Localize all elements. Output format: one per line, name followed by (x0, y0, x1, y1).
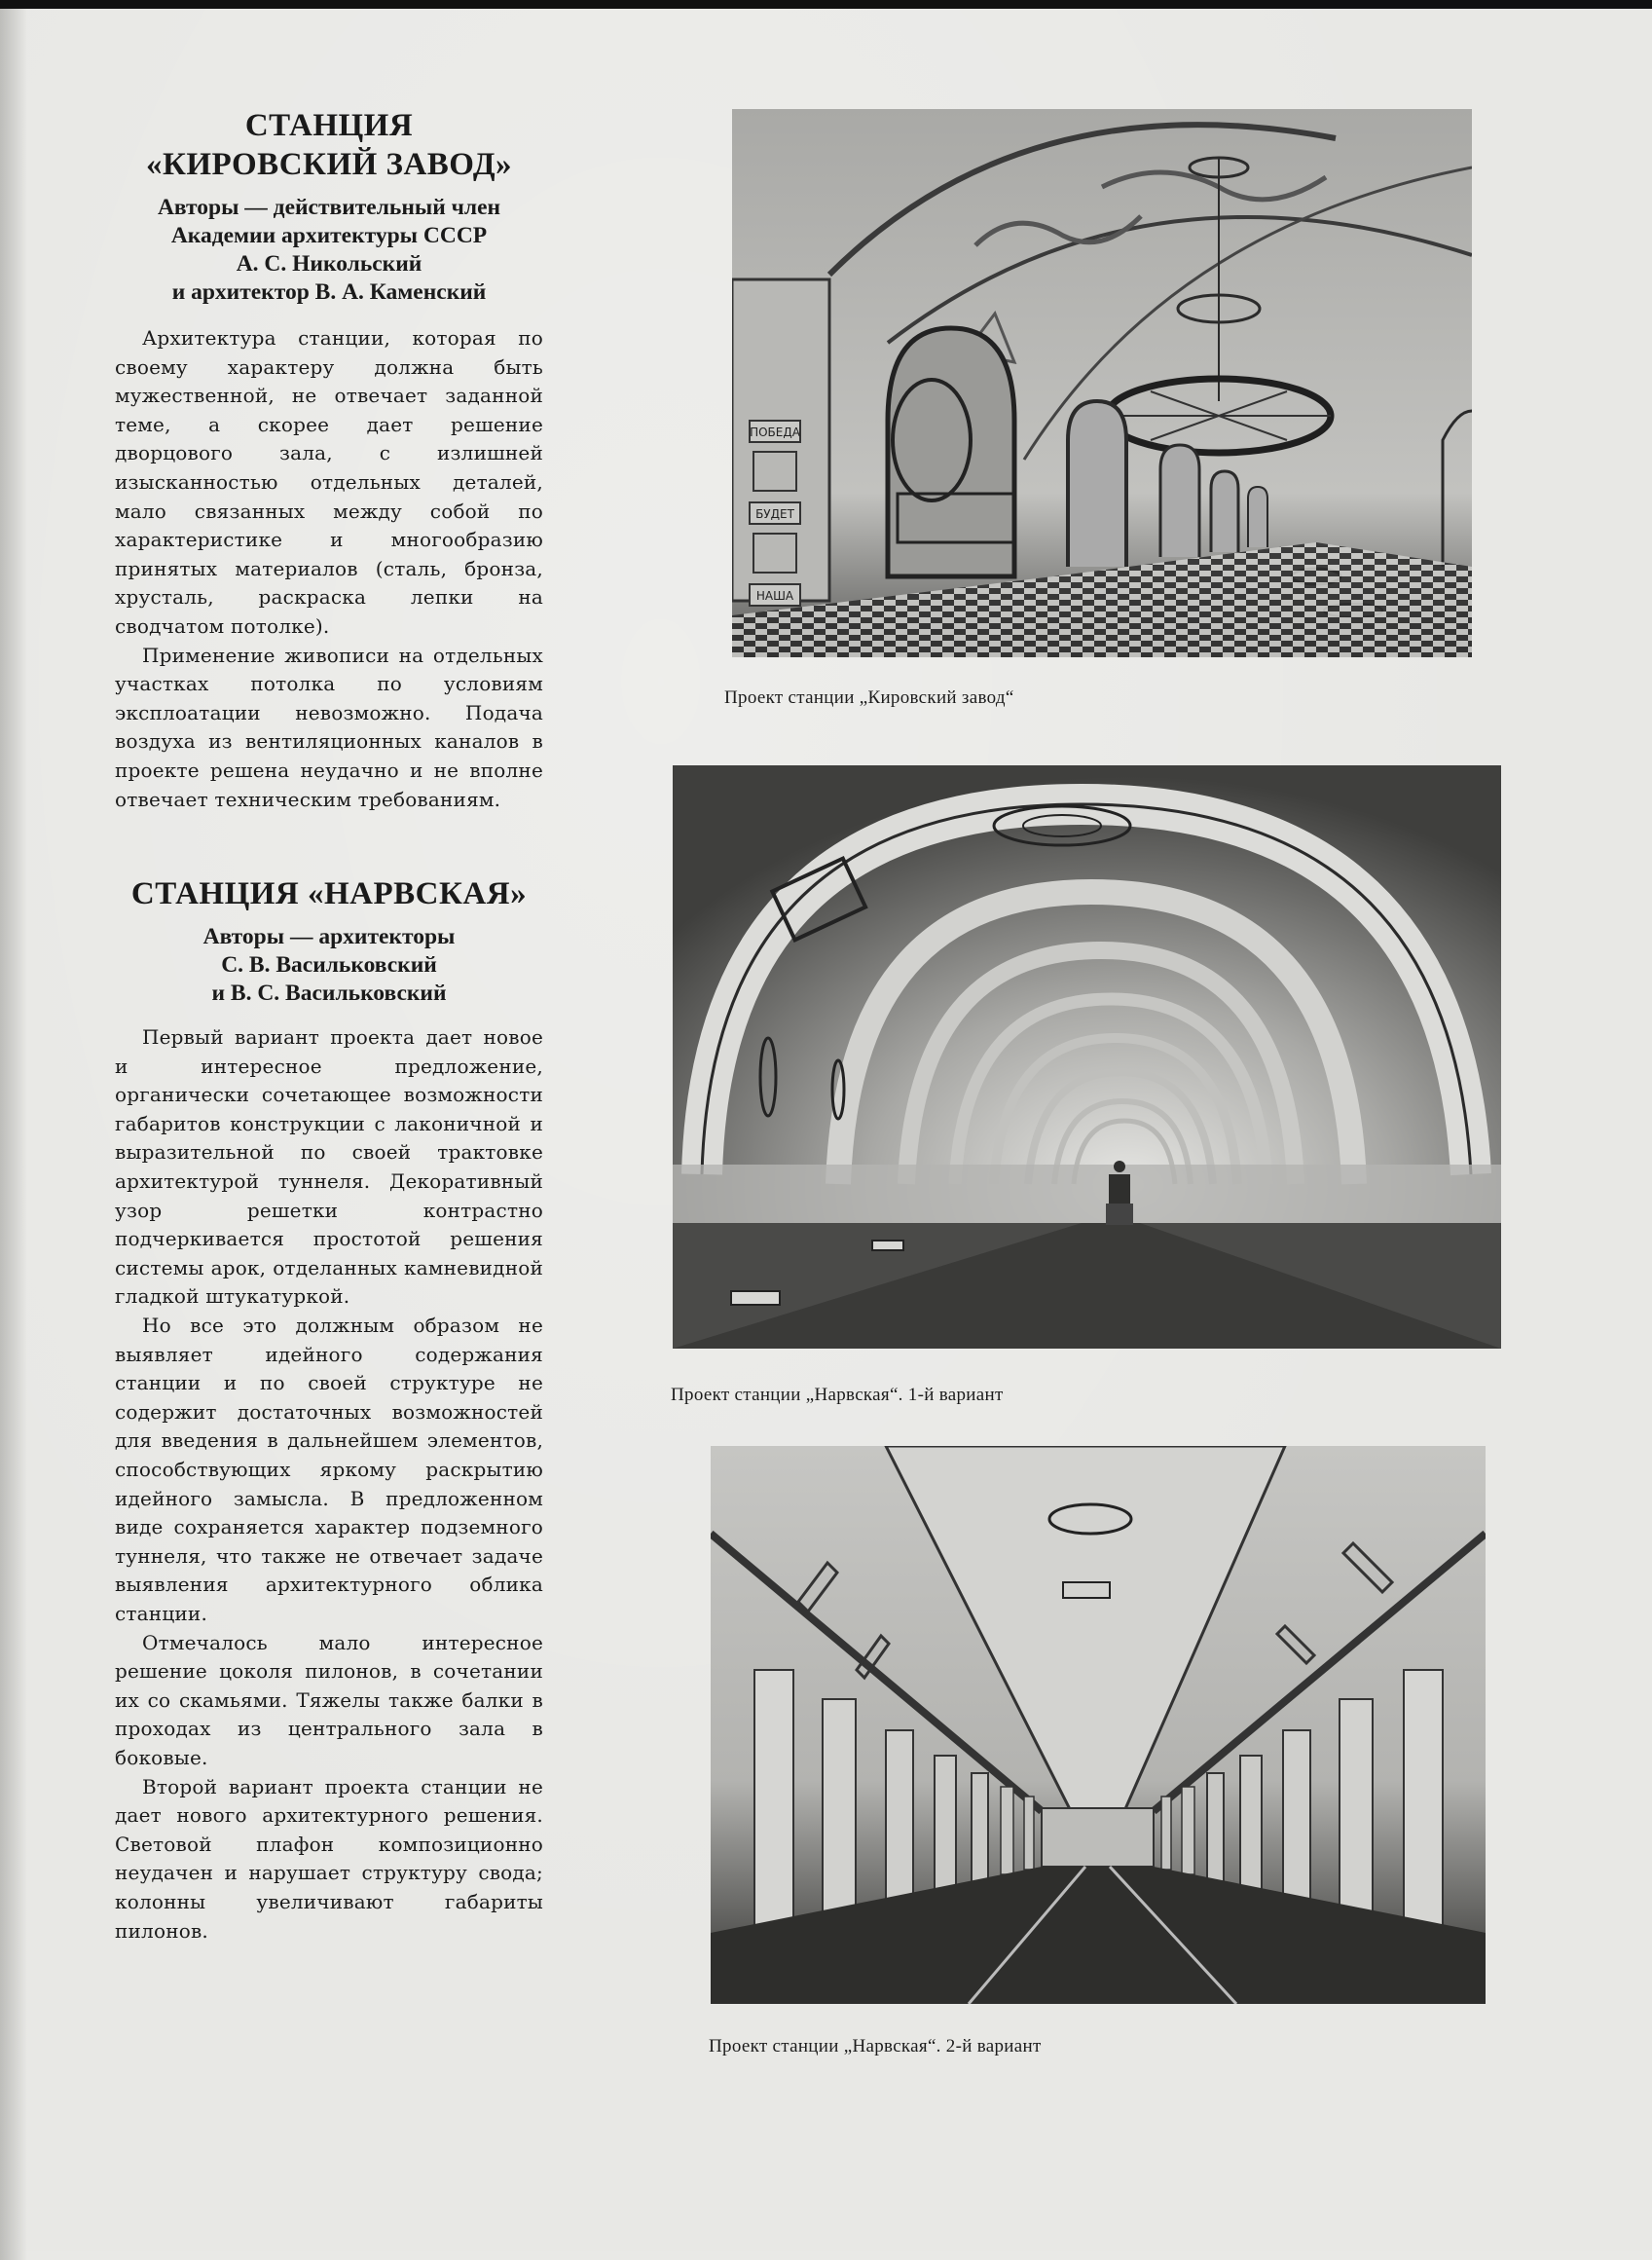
paragraph: Применение живописи на отдельных участках потолка по условиям эксплоатации невозможно. Подача воздуха из вентиляционных каналов в проекте решена неудачно и не вполне отвечает техническим требованиям. (115, 643, 543, 811)
authors-line: Академии архитектуры СССР (170, 223, 488, 248)
scan-edge-top (0, 0, 1652, 9)
title-line: СТАНЦИЯ «НАРВСКАЯ» (130, 876, 528, 912)
title-line: СТАНЦИЯ (244, 108, 414, 143)
paragraph: Архитектура станции, которая по своему характеру должна быть мужественной, не отвечает заданной теме, а скорее дает решение дворцового зала, с излишней изысканностью отдельных деталей, мало связанных между собой по характеристике и многообразию принятых материалов (сталь, бронза, хрусталь, раскраска лепки на сводчатом потолке). (115, 326, 543, 638)
vaulted-hall-drawing (732, 109, 1472, 657)
authors-line: А. С. Никольский (236, 251, 422, 277)
section-kirovsky-zavod (115, 106, 543, 814)
authors-block (115, 194, 543, 307)
paragraph: Второй вариант проекта станции не дает нового архитектурного решения. Световой плафон композиционно неудачен и нарушает структуру свода; колонны увеличивают габариты пилонов. (115, 1774, 543, 1943)
figure-caption: Проект станции „Кировский завод“ (724, 687, 1014, 708)
authors-line: Авторы — архитекторы (202, 924, 456, 950)
authors-line: Авторы — действительный член (157, 195, 501, 220)
illustration-kirovsky-zavod (732, 109, 1472, 657)
section-title (115, 106, 543, 184)
colonnade-hall-drawing (711, 1446, 1486, 2004)
section-title (115, 874, 543, 913)
paragraph: Но все это должным образом не выявляет идейного содержания станции и по своей структуре не содержит достаточных возможностей для введения в дальнейшем элементов, способствующих яркому раскрытию идейного замысла. В предложенном виде сохраняется характер подземного туннеля, что также не отвечает задаче выявления архитектурного облика станции. (115, 1314, 543, 1625)
section-narvskaya (115, 874, 543, 1945)
authors-line: и В. С. Васильковский (211, 981, 447, 1007)
section-body (115, 324, 543, 814)
authors-line: и архитектор В. А. Каменский (171, 279, 487, 305)
section-body (115, 1023, 543, 1945)
figure-caption: Проект станции „Нарвская“. 1-й вариант (671, 1385, 1004, 1405)
text-column (115, 106, 543, 1945)
wall-inscription: БУДЕТ (755, 507, 794, 521)
authors-line: С. В. Васильковский (221, 952, 437, 979)
wall-inscription: НАША (755, 589, 794, 603)
journal-page (0, 9, 1652, 2251)
figure-caption: Проект станции „Нарвская“. 2-й вариант (709, 2036, 1042, 2056)
title-line: «КИРОВСКИЙ ЗАВОД» (145, 147, 513, 182)
paragraph: Отмечалось мало интересное решение цоколя пилонов, в сочетании их со скамьями. Тяжелы также балки в проходах из центрального зала в боковые. (115, 1630, 543, 1769)
illustration-narvskaya-variant-1 (673, 765, 1501, 1349)
wall-inscription: ПОБЕДА (750, 426, 800, 439)
arched-tunnel-drawing (673, 765, 1501, 1349)
illustration-narvskaya-variant-2 (711, 1446, 1486, 2004)
paragraph: Первый вариант проекта дает новое и интересное предложение, органически сочетающее возможности габаритов конструкции с лаконичной и выразительной по своей трактовке архитектурой туннеля. Декоративный узор решетки контрастно подчеркивается простотой решения системы арок, отделанных камневидной гладкой штукатуркой. (115, 1025, 543, 1309)
scan-edge-left (0, 9, 27, 2260)
authors-block (115, 923, 543, 1008)
